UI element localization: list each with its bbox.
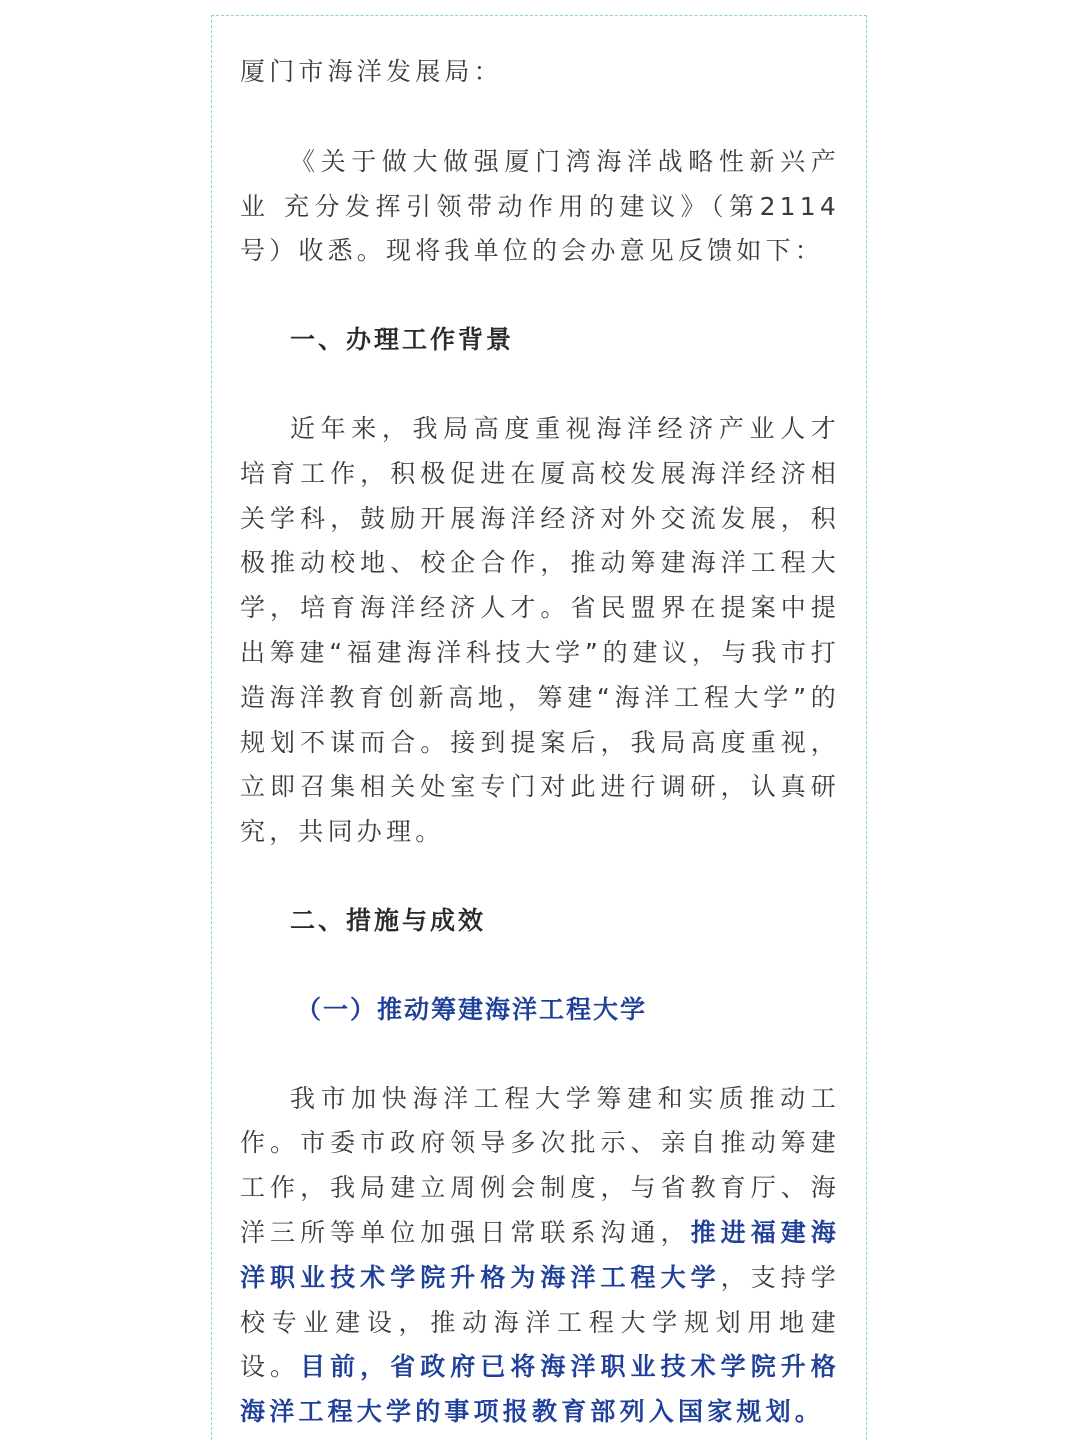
subsection1-highlight-a: 推进福建海洋职业技术学院升格为海洋工程大学 <box>240 1217 840 1292</box>
salutation: 厦门市海洋发展局： <box>240 57 503 86</box>
section1-heading: 一、办理工作背景 <box>290 325 515 355</box>
letter-content <box>240 50 840 1435</box>
subsection1-highlight-b: 目前，省政府已将海洋职业技术学院升格海洋工程大学的事项报教育部列入国家规划。 <box>240 1352 840 1427</box>
intro-paragraph: 《关于做大做强厦门湾海洋战略性新兴产业 充分发挥引领带动作用的建议》（第2114号）收悉。现将我单位的会办意见反馈如下： <box>240 146 840 266</box>
subsection1-text-b: ，支持学校专业建设，推动海洋工程大学规划用地建设。 <box>240 1262 840 1382</box>
section1-body: 近年来，我局高度重视海洋经济产业人才培育工作，积极促进在厦高校发展海洋经济相关学科，鼓励开展海洋经济对外交流发展，积极推动校地、校企合作，推动筹建海洋工程大学，培育海洋经济人才。省民盟界在提案中提出筹建“福建海洋科技大学”的建议，与我市打造海洋教育创新高地，筹建“海洋工程大学”的规划不谋而合。接到提案后，我局高度重视，立即召集相关处室专门对此进行调研，认真研究，共同办理。 <box>240 413 840 847</box>
subsection1-text-a: 我市加快海洋工程大学筹建和实质推动工作。市委市政府领导多次批示、亲自推动筹建工作，我局建立周例会制度，与省教育厅、海洋三所等单位加强日常联系沟通， <box>240 1083 840 1247</box>
section2-heading: 二、措施与成效 <box>290 905 487 935</box>
subsection1-body <box>240 1077 840 1435</box>
subsection1-heading: （一）推动筹建海洋工程大学 <box>296 994 648 1024</box>
